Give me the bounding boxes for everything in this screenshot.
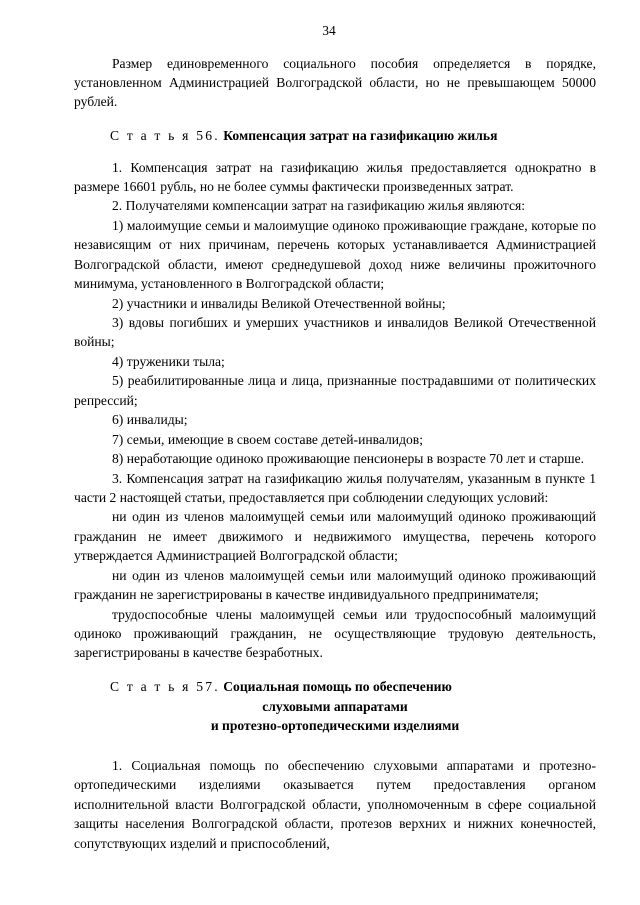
paragraph-56-2-6: 6) инвалиды;: [112, 412, 188, 428]
paragraph-intro: Размер единовременного социального пособия определяется в порядке, установленном Администрацией Волгоградской области, но не превышающем 50000 рублей.: [74, 55, 596, 110]
paragraph-56-2-8: 8) неработающие одиноко проживающие пенсионеры в возрасте 70 лет и старше.: [112, 451, 585, 467]
paragraph-56-2-4: 4) труженики тыла;: [112, 353, 225, 369]
article-56-label: С т а т ь я 56.: [110, 127, 220, 143]
page-number: 34: [322, 23, 336, 38]
article-57-title: Социальная помощь по обеспечению: [223, 678, 452, 694]
article-57-title-line2: слуховыми аппаратами: [262, 698, 408, 714]
article-57-label: С т а т ь я 57.: [110, 678, 220, 694]
paragraph-56-2-2: 2) участники и инвалиды Великой Отечественной войны;: [112, 295, 446, 311]
paragraph-56-2-1: 1) малоимущие семьи и малоимущие одиноко проживающие граждане, которые по независящим от них причинам, перечень которых устанавливается Администрацией Волгоградской области, имеют среднедушевой доход ниже величины прожиточного минимума, установленного в Волгоградской области;: [74, 217, 596, 292]
article-57-heading: [74, 677, 596, 697]
article-56-heading: [74, 126, 596, 146]
paragraph-56-3-cond2: ни один из членов малоимущей семьи или малоимущий одиноко проживающий гражданин не зарегистрированы в качестве индивидуального предпринимателя;: [74, 567, 596, 603]
paragraph-57-1: 1. Социальная помощь по обеспечению слуховыми аппаратами и протезно-ортопедическими изделиями оказывается путем предоставления органом исполнительной власти Волгоградской области, уполномоченным в сфере социальной защиты населения Волгоградской области, протезов верхних и нижних конечностей, сопутствующих изделий и приспособлений,: [74, 758, 596, 851]
paragraph-56-1: 1. Компенсация затрат на газификацию жилья предоставляется однократно в размере 16601 рубль, но не более суммы фактически произведенных затрат.: [74, 159, 596, 194]
article-56-title: Компенсация затрат на газификацию жилья: [223, 127, 498, 143]
paragraph-56-2: 2. Получателями компенсации затрат на газификацию жилья являются:: [112, 198, 526, 214]
paragraph-56-2-7: 7) семьи, имеющие в своем составе детей-инвалидов;: [112, 431, 423, 447]
paragraph-56-3-cond3: трудоспособные члены малоимущей семьи или трудоспособный малоимущий одиноко проживающий гражданин, не осуществляющие трудовую деятельность, зарегистрированы в качестве безработных.: [74, 606, 596, 661]
paragraph-56-3: 3. Компенсация затрат на газификацию жилья получателям, указанным в пункте 1 части 2 настоящей статьи, предоставляется при соблюдении следующих условий:: [74, 470, 596, 505]
paragraph-56-3-cond1: ни один из членов малоимущей семьи или малоимущий одиноко проживающий гражданин не имеет движимого и недвижимого имущества, перечень которого утверждается Администрацией Волгоградской области;: [74, 509, 596, 564]
paragraph-56-2-5: 5) реабилитированные лица и лица, признанные пострадавшими от политических репрессий;: [74, 373, 596, 408]
article-57-title-line3: и протезно-ортопедическими изделиями: [210, 718, 460, 734]
paragraph-56-2-3: 3) вдовы погибших и умерших участников и инвалидов Великой Отечественной войны;: [74, 315, 596, 350]
